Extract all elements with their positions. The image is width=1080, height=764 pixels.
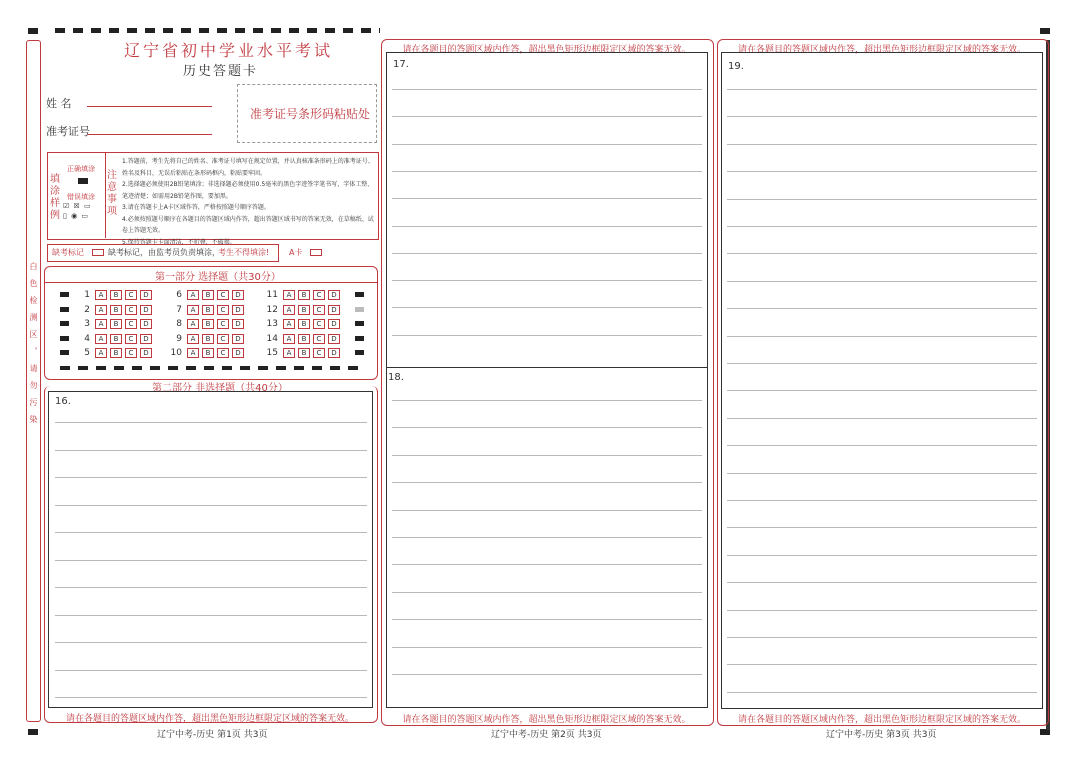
page2-footer: 辽宁中考-历史 第2页 共3页 [491,730,602,740]
option-bubble[interactable]: B [298,290,310,300]
page1-footer: 辽宁中考-历史 第1页 共3页 [157,730,268,740]
choice-number: 13 [266,319,278,329]
option-bubble[interactable]: D [140,305,152,315]
answer-line [392,427,702,428]
q17-answer-box[interactable] [386,52,708,368]
answer-line [392,510,702,511]
fill-example-label: 填涂样例 [50,174,60,221]
answer-line [392,307,702,308]
instruction-item: 2.选择题必须使用2B铅笔填涂；非选择题必须使用0.5毫米的黑色字迹签字笔书写，字体工整、笔迹清楚；如需用2B铅笔作图，要加黑。 [122,181,374,200]
option-bubble[interactable]: C [125,334,137,344]
corner-mark [1040,28,1050,34]
choice-number: 3 [84,319,90,329]
choice-question [78,347,155,359]
answer-line [727,226,1037,227]
option-bubble[interactable]: C [217,290,229,300]
choice-question [170,304,247,316]
answer-line [727,336,1037,337]
option-bubble[interactable]: C [125,348,137,358]
row-timing-mark [60,336,69,341]
choice-question [266,318,343,330]
answer-line [727,253,1037,254]
timing-marks-top [55,28,380,33]
row-timing-mark [60,307,69,312]
answer-line [727,527,1037,528]
option-bubble[interactable]: D [232,319,244,329]
option-bubble[interactable]: D [140,334,152,344]
option-bubble[interactable]: D [140,290,152,300]
option-bubble[interactable]: A [283,290,295,300]
option-bubble[interactable]: A [187,319,199,329]
part1-rule [44,282,378,283]
q17-number: 17. [393,59,409,70]
exam-id-label: 准考证号 [46,125,90,138]
option-bubble[interactable]: B [298,305,310,315]
choice-number: 14 [266,333,278,344]
option-bubble[interactable]: D [328,305,340,315]
exam-id-field[interactable] [87,134,212,135]
option-bubble[interactable]: C [217,319,229,329]
option-bubble[interactable]: C [125,290,137,300]
part2-title: 第二部分 非选择题（共40分） [152,383,288,394]
choice-number: 11 [266,290,278,300]
answer-line [392,619,702,620]
choice-number: 1 [84,290,90,300]
option-bubble[interactable]: A [283,348,295,358]
option-bubble[interactable]: C [313,305,325,315]
correct-fill-sample [78,178,88,184]
barcode-text: 准考证号条形码粘贴处 [250,107,371,121]
part1-title: 第一部分 选择题（共30分） [155,272,281,283]
option-bubble[interactable]: A [283,305,295,315]
option-bubble[interactable]: A [187,290,199,300]
absent-note: 缺考标记，由监考员负责填涂， [108,248,220,257]
choice-number: 8 [176,319,182,329]
answer-line [727,692,1037,693]
a-card-checkbox[interactable] [310,249,322,256]
notes-label: 注意事项 [107,170,117,217]
option-bubble[interactable]: D [232,305,244,315]
side-warning-text: 白色检测区，请勿污染 [29,262,38,432]
option-bubble[interactable]: C [313,319,325,329]
answer-line [727,582,1037,583]
row-timing-mark [60,350,69,355]
answer-line [727,555,1037,556]
answer-line [727,664,1037,665]
answer-line [392,647,702,648]
option-bubble[interactable]: A [187,334,199,344]
option-bubble[interactable]: D [232,334,244,344]
choice-question [266,333,343,345]
absent-label: 缺考标记 [52,248,84,257]
q18-number: 18. [388,372,404,383]
answer-line [392,455,702,456]
choice-question [170,289,247,301]
answer-line [392,592,702,593]
page1-notice: 请在各题目的答题区域内作答，超出黑色矩形边框限定区域的答案无效。 [65,714,354,724]
page3-notice-bottom: 请在各题目的答题区域内作答，超出黑色矩形边框限定区域的答案无效。 [737,715,1026,725]
answer-line [727,281,1037,282]
choice-question [78,289,155,301]
choice-number: 12 [266,304,278,315]
option-bubble[interactable]: A [95,305,107,315]
answer-line [727,445,1037,446]
name-field[interactable] [87,106,212,107]
choice-question [170,347,247,359]
instruction-item: 5.保持答题卡卡面清洁，不折叠，不破损。 [122,238,236,246]
answer-line [392,280,702,281]
option-bubble[interactable]: A [283,319,295,329]
option-bubble[interactable]: B [202,319,214,329]
q16-number: 16. [55,396,71,407]
option-bubble[interactable]: B [202,334,214,344]
option-bubble[interactable]: D [140,319,152,329]
choice-number: 15 [266,348,278,358]
q19-number: 19. [728,61,744,72]
answer-line [392,482,702,483]
page3-footer: 辽宁中考-历史 第3页 共3页 [826,730,937,740]
absent-warning: 考生不得填涂! [218,248,270,257]
option-bubble[interactable]: B [110,334,122,344]
row-timing-mark [355,336,364,341]
option-bubble[interactable]: B [298,348,310,358]
answer-line [727,637,1037,638]
answer-line [392,537,702,538]
instruction-item: 1.答题前，考生先将自己的姓名、准考证号填写在规定位置，并认真核准条形码上的准考证号、姓名及科目，无误后粘贴在条形码框内，粘贴要牢固。 [122,158,374,177]
page1-frame [44,386,378,723]
option-bubble[interactable]: A [187,348,199,358]
answer-line [727,610,1037,611]
option-bubble[interactable]: B [110,319,122,329]
option-bubble[interactable]: B [110,348,122,358]
option-bubble[interactable]: B [202,290,214,300]
answer-line [392,564,702,565]
wrong-fill-samples: ☑ ☒ ▭ [63,202,92,210]
option-bubble[interactable]: C [313,290,325,300]
option-bubble[interactable]: C [313,334,325,344]
name-label: 姓 名 [46,97,72,110]
choice-question [266,304,343,316]
option-bubble[interactable]: B [110,305,122,315]
option-bubble[interactable]: A [95,319,107,329]
answer-line [392,253,702,254]
option-bubble[interactable]: D [232,290,244,300]
choice-number: 2 [84,304,90,315]
option-bubble[interactable]: B [110,290,122,300]
option-bubble[interactable]: B [298,334,310,344]
page3-notice-top: 请在各题目的答题区域内作答，超出黑色矩形边框限定区域的答案无效。 [737,45,1026,55]
row-timing-mark [60,321,69,326]
choice-question [170,333,247,345]
option-bubble[interactable]: A [95,348,107,358]
option-bubble[interactable]: A [95,334,107,344]
answer-line [727,171,1037,172]
choice-number: 4 [84,333,90,344]
option-bubble[interactable]: D [328,348,340,358]
page2-notice-bottom: 请在各题目的答题区域内作答，超出黑色矩形边框限定区域的答案无效。 [402,715,691,725]
instruction-list [122,156,378,248]
option-bubble[interactable]: B [298,319,310,329]
page2-notice-top: 请在各题目的答题区域内作答，超出黑色矩形边框限定区域的答案无效。 [402,45,691,55]
answer-line [392,116,702,117]
wrong-fill-samples-2: ▯ ◉ ▭ [63,212,90,220]
choice-question [266,347,343,359]
answer-line [727,500,1037,501]
answer-line [392,198,702,199]
option-bubble[interactable]: D [140,348,152,358]
answer-line [727,144,1037,145]
timing-marks-part1 [60,366,360,370]
choice-number: 10 [170,348,182,358]
option-bubble[interactable]: C [125,319,137,329]
row-timing-mark [355,321,364,326]
a-card-label: A卡 [289,248,303,257]
option-bubble[interactable]: A [283,334,295,344]
option-bubble[interactable]: C [313,348,325,358]
corner-mark [28,28,38,34]
answer-line [727,363,1037,364]
option-bubble[interactable]: C [217,305,229,315]
absent-checkbox[interactable] [92,249,104,256]
answer-line [727,199,1037,200]
option-bubble[interactable]: C [217,348,229,358]
row-timing-mark [355,292,364,297]
option-bubble[interactable]: B [202,305,214,315]
divider [105,152,106,238]
option-bubble[interactable]: C [125,305,137,315]
option-bubble[interactable]: A [187,305,199,315]
answer-line [392,674,702,675]
instruction-item: 3.请在答题卡上A卡区域作答，严格按照题号顺序答题。 [122,204,270,211]
answer-line [392,226,702,227]
choice-question [170,318,247,330]
instruction-item: 4.必须按照题号顺序在各题目的答题区域内作答，超出答题区域书写的答案无效，在草稿纸、试卷上答题无效。 [122,215,374,234]
choice-question [78,318,155,330]
option-bubble[interactable]: B [202,348,214,358]
answer-line [392,335,702,336]
choice-number: 5 [84,348,90,358]
answer-line [392,144,702,145]
option-bubble[interactable]: A [95,290,107,300]
choice-question [266,289,343,301]
wrong-fill-label: 错误填涂 [67,193,95,201]
correct-fill-label: 正确填涂 [67,165,95,173]
option-bubble[interactable]: D [232,348,244,358]
row-timing-mark [355,350,364,355]
answer-line [392,400,702,401]
answer-line [727,390,1037,391]
exam-title: 辽宁省初中学业水平考试 [124,41,334,60]
answer-line [392,89,702,90]
option-bubble[interactable]: D [328,319,340,329]
option-bubble[interactable]: D [328,290,340,300]
answer-line [392,171,702,172]
row-timing-mark [355,307,364,312]
row-timing-mark [60,292,69,297]
answer-line [727,308,1037,309]
choice-number: 9 [176,333,182,344]
choice-number: 7 [176,304,182,315]
answer-line [727,89,1037,90]
option-bubble[interactable]: C [217,334,229,344]
choice-question [78,333,155,345]
answer-line [727,116,1037,117]
answer-line [727,418,1037,419]
card-subtitle: 历史答题卡 [183,64,259,79]
choice-question [78,304,155,316]
corner-mark [28,729,38,735]
answer-line [727,473,1037,474]
choice-number: 6 [176,290,182,300]
option-bubble[interactable]: D [328,334,340,344]
